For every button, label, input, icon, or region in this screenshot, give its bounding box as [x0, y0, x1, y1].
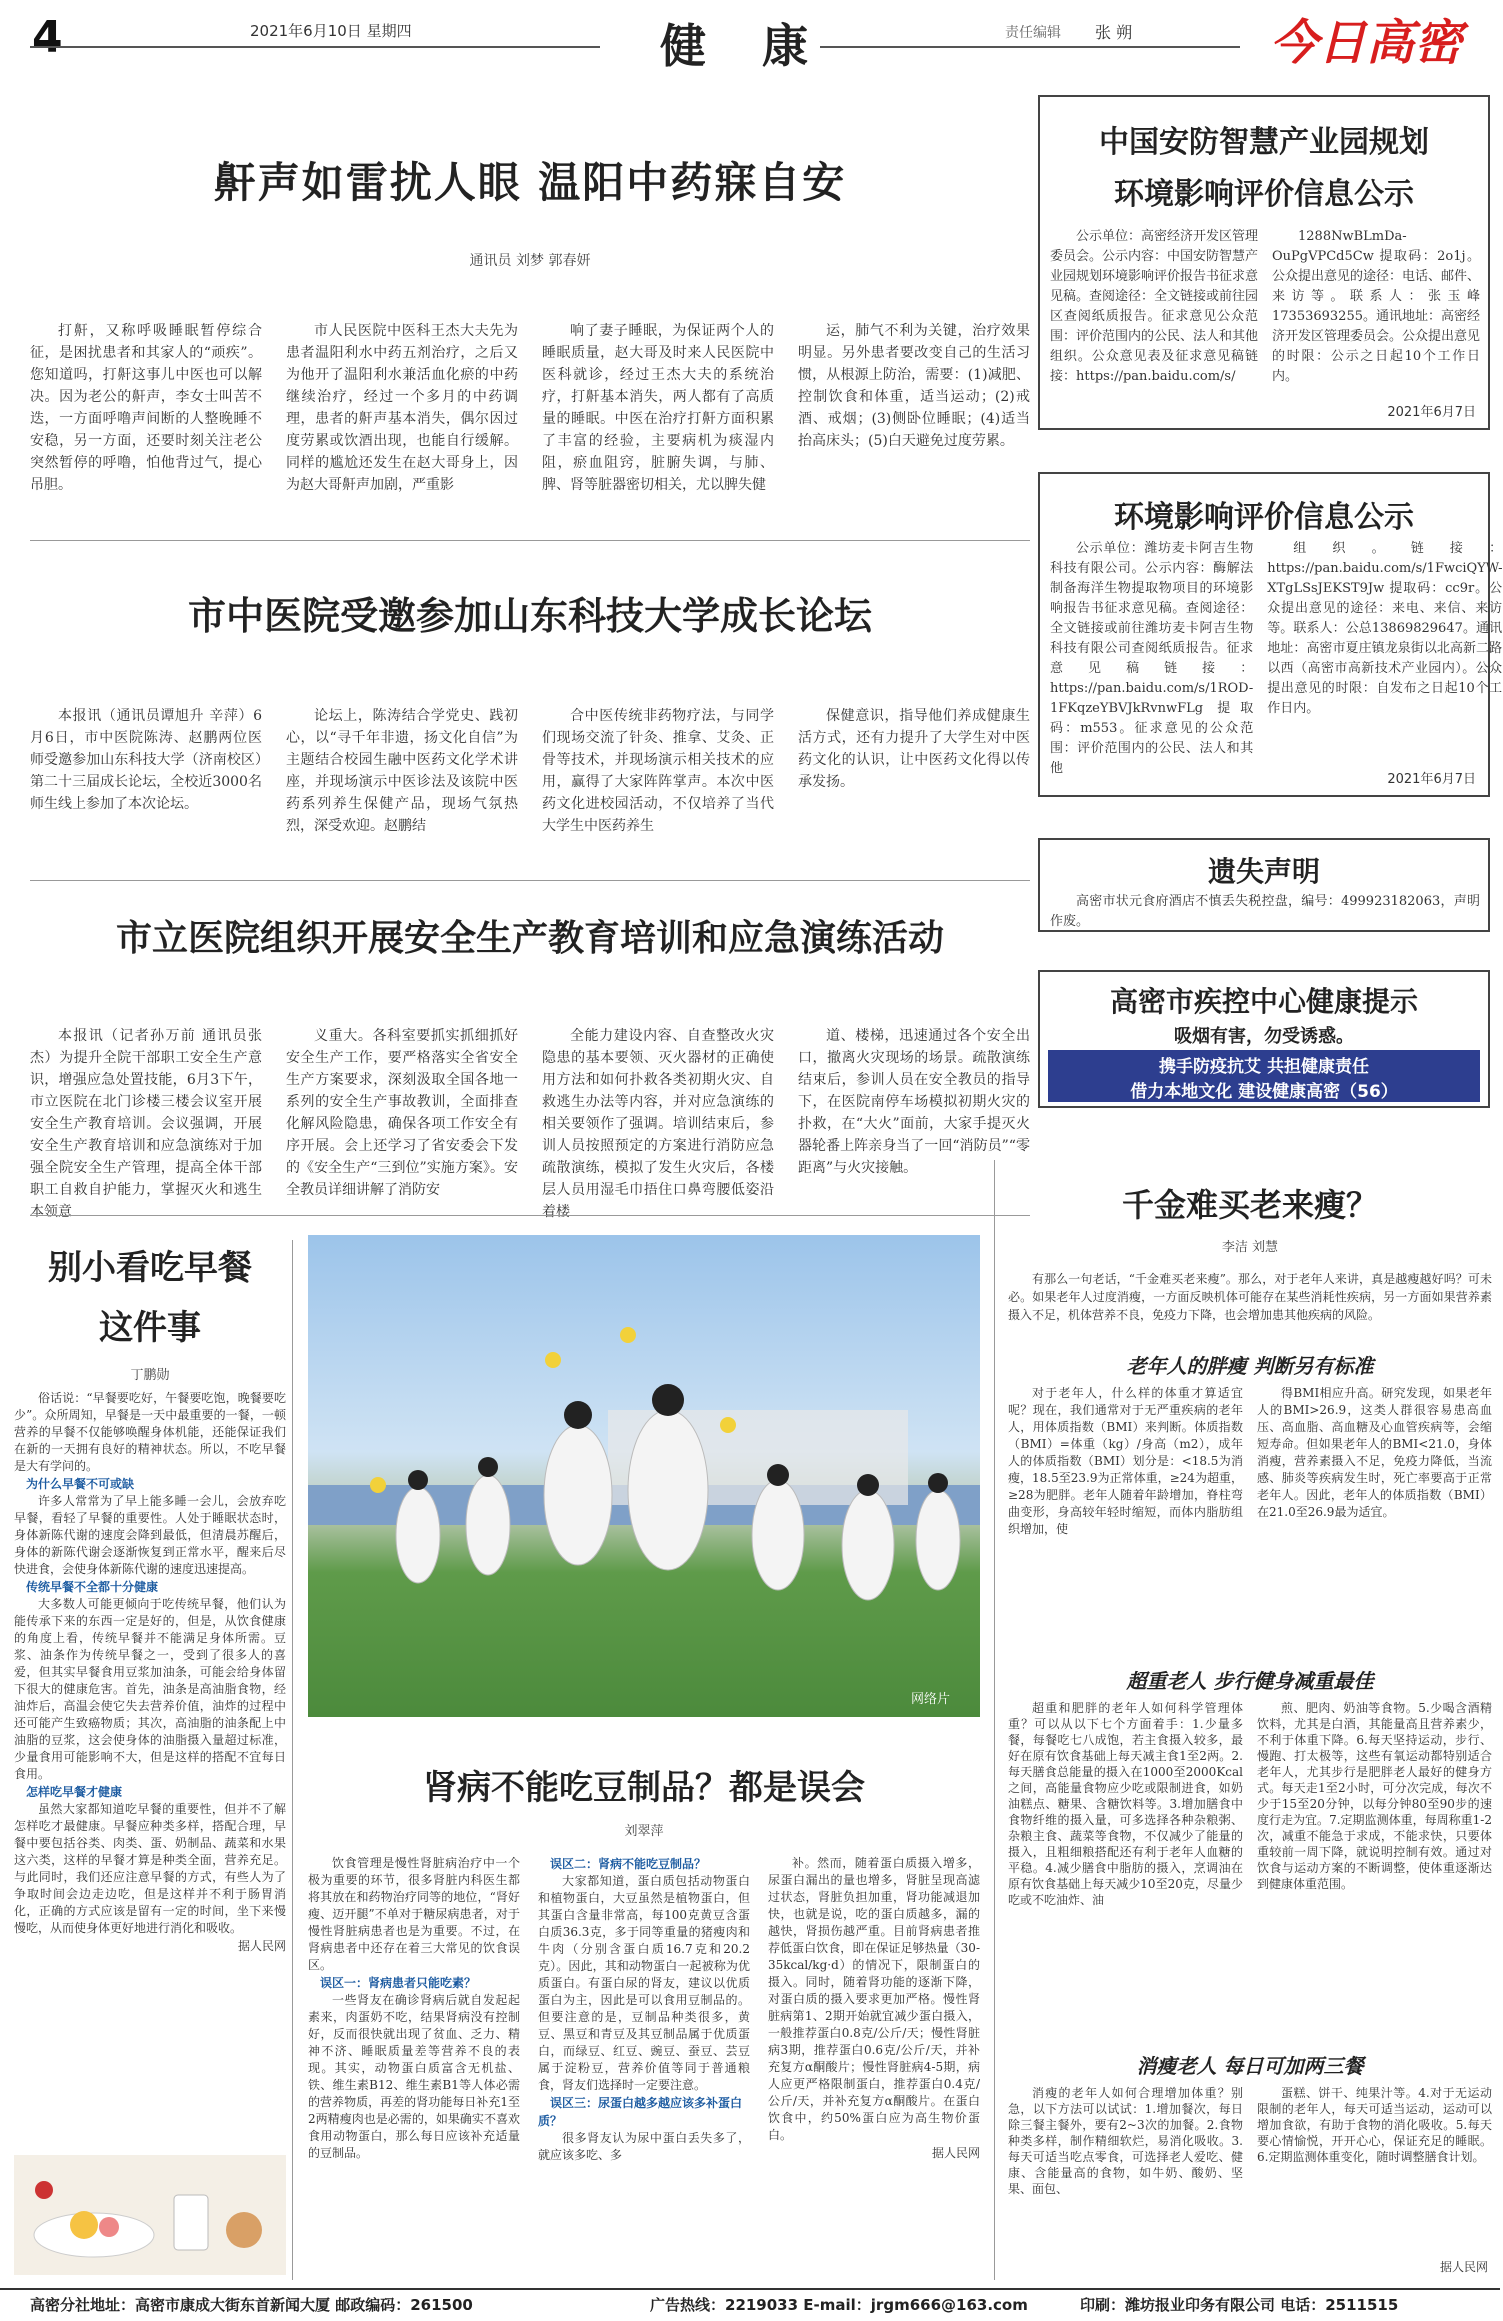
article-paragraph: 得BMI相应升高。研究发现，如果老年人的BMI>26.9，这类人群很容易患高血压、高血脂、高血糖及心血管疾病等，会缩短寿命。但如果老年人的BMI<21.0，身体消瘦，营养素摄入不足，免疫力降低，当流感、肺炎等疾病发生时，死亡率要高于正常老年人。因此，老年人的体质指数（BMI）在21.0至26.9最为适宜。	[1257, 1386, 1492, 1519]
article-author: 李洁 刘慧	[1221, 1240, 1279, 1255]
article-paragraph: 有那么一句老话，“千金难买老来瘦”。那么，对于老年人来讲，真是越瘦越好吗？可未必。如果老年人过度消瘦，一方面反映机体可能存在某些消耗性疾病，另一方面如果营养素摄入不足，机体营养不良，免疫力下降，也会增加患其他疾病的风险。	[1008, 1272, 1492, 1322]
article-paragraph: 对于老年人，什么样的体重才算适宜呢？现在，我们通常对于无严重疾病的老年人，用体质指数（BMI）来判断。体质指数（BMI）=体重（kg）/身高（m2），成年人的体质指数（BMI）划分是：<18.5为消瘦，18.5至23.9为正常体重，≥24为超重，≥28为肥胖。老年人随着年龄增加，脊柱弯曲变形，身高较年轻时缩短，而体内脂肪组织增加，使	[1008, 1386, 1243, 1536]
article-column: 全能力建设内容、自查整改火灾隐患的基本要领、灭火器材的正确使用方法和如何扑救各类初期火灾、自救逃生办法等内容，并对应急演练的相关要领作了强调。培训结束后，参训人员按照预定的方案进行消防应急疏散演练，模拟了发生火灾后，各楼层人员用湿毛巾捂住口鼻弯腰低姿沿着楼	[542, 1028, 774, 1220]
article-title: 这件事	[99, 1308, 201, 1348]
article-column: 运，肺气不利为关键，治疗效果明显。另外患者要改变自己的生活习惯，从根源上防治，需要：(1)减肥、控制饮食和体重，适当运动；(2)戒酒、戒烟；(3)侧卧位睡眠；(4)适当抬高床头；(5)白天避免过度劳累。	[798, 323, 1030, 449]
article-title: 市立医院组织开展安全生产教育培训和应急演练活动	[115, 918, 944, 959]
article-paragraph: 煎、肥肉、奶油等食物。5.少喝含酒精饮料，尤其是白酒，其能量高且营养素少，不利于体重下降。6.每天坚持运动，步行、慢跑、打太极等，这些有氧运动都特别适合老年人，尤其步行是肥胖老人最好的健身方式。每天走1至2小时，可分次完成，每次不少于15至20分钟，以每分钟80至90步的速度行走为宜。7.定期监测体重，每周称重1-2次，减重不能急于求成，不能求快，只要体重较前一周下降，就说明控制有效。通过对饮食与运动方案的不断调整，使体重逐渐达到健康体重范围。	[1257, 1701, 1492, 1891]
photo-caption: 网络片	[910, 1692, 950, 1707]
article-subhead: 误区二：肾病不能吃豆制品？	[550, 1857, 707, 1871]
article-snoring	[30, 90, 1030, 510]
article-column: 论坛上，陈涛结合学党史、践初心，以“寻千年非遗，扬文化自信”为主题结合校园生融中医药文化学术讲座，并现场演示中医诊法及该院中医药系列养生保健产品，现场气氛热烈，深受欢迎。赵鹏结	[286, 708, 518, 834]
footer-contact: 广告热线：2219033 E-mail：jrgm666@163.com	[650, 2296, 1028, 2314]
article-paragraph: 虽然大家都知道吃早餐的重要性，但并不了解怎样吃才最健康。早餐应种类多样，搭配合理，早餐中要包括谷类、肉类、蛋、奶制品、蔬菜和水果这六类，这样的早餐才算是种类全面，营养充足。与此同时，我们还应注意早餐的方式，有些人为了争取时间会边走边吃，但是这样并不利于肠胃消化，正确的方式应该是留有一定的时间，坐下来慢慢吃，从而使身体更好地进行消化和吸收。	[14, 1802, 286, 1935]
editor-label: 责任编辑	[1005, 25, 1061, 41]
cdc-health-tip	[1038, 970, 1490, 1108]
article-paragraph: 大多数人可能更倾向于吃传统早餐，他们认为能传承下来的东西一定是好的，但是，从饮食健康的角度上看，传统早餐并不能满足身体所需。豆浆、油条作为传统早餐之一，受到了很多人的喜爱，但其实早餐食用豆浆加油条，可能会给身体留下很大的健康危害。首先，油条是高油脂食物，经油炸后，高温会使它失去营养价值，油炸的过程中还可能产生致癌物质；其次，高油脂的油条配上中油脂的豆浆，这会使身体的油脂摄入量超过标准，少量食用可能影响不大，但是这样的搭配不宜每日食用。	[14, 1597, 286, 1781]
breakfast-food-icon	[14, 2155, 286, 2275]
article-column: 道、楼梯，迅速通过各个安全出口，撤离火灾现场的场景。疏散演练结束后，参训人员在安全教员的指导下，在医院南停车场模拟初期火灾的扑救，在“大火”面前，大家手提灭火器轮番上阵亲身当了一回“消防员”“零距离”与火灾接触。	[798, 1028, 1030, 1176]
article-column: 本报讯（记者孙万前 通讯员张杰）为提升全院干部职工安全生产意识，增强应急处置技能，6月3下午，市立医院在北门诊楼三楼会议室开展安全生产教育培训。会议强调，开展安全生产教育培训和应急演练对于加强全院安全生产管理，提高全体干部职工自救自护能力，掌握灭火和逃生本领意	[30, 1028, 262, 1220]
article-breakfast	[14, 1240, 286, 2240]
article-paragraph: 俗话说：“早餐要吃好，午餐要吃饱，晚餐要吃少”。众所周知，早餐是一天中最重要的一餐，一顿营养的早餐不仅能够唤醒身体机能，还能保证我们在新的一天拥有良好的精神状态。所以，不吃早餐是大有学问的。	[14, 1391, 286, 1473]
page-footer	[0, 2292, 1500, 2318]
article-column: 打鼾，又称呼吸睡眠暂停综合征，是困扰患者和其家人的“顽疾”。您知道吗，打鼾这事儿中医也可以解决。因为老公的鼾声，李女士叫苦不迭，一方面呼噜声间断的人整晚睡不安稳，另一方面，还要时刻关注老公突然暂停的呼噜，怕他背过气，提心吊胆。	[30, 323, 262, 493]
notice-text: 公示单位：高密经济开发区管理委员会。公示内容：中国安防智慧产业园规划环境影响评价报告书征求意见稿。查阅途径：全文链接或前往园区查阅纸质报告。征求意见公众范围：评价范围内的公民、法人和其他组织。公众意见表及征求意见稿链接：https://pan.baidu.com/s/	[1050, 229, 1259, 384]
article-author: 刘翠萍	[624, 1824, 664, 1839]
article-source: 据人民网	[931, 2146, 980, 2160]
article-subhead: 误区三：尿蛋白越多越应该多补蛋白质？	[538, 2096, 743, 2128]
footer-printer: 印刷：潍坊报业印务有限公司 电话：2511515	[1080, 2296, 1399, 2314]
notice-eia-biotech	[1038, 472, 1503, 797]
article-paragraph: 补。然而，随着蛋白质摄入增多，尿蛋白漏出的量也增多，肾脏呈现高滤过状态，肾脏负担加重，肾功能减退加快，也就是说，吃的蛋白质越多，漏的越快，肾损伤越严重。目前肾病患者推荐低蛋白饮食，即在保证足够热量（30-35kcal/kg·d）的情况下，限制蛋白的摄入。同时，随着肾功能的逐渐下降，对蛋白质的摄入要求更加严格。慢性肾脏病第1、2期开始就宜减少蛋白摄入，一般推荐蛋白0.8克/公斤/天；慢性肾脏病3期，推荐蛋白0.6克/公斤/天，并补充复方α酮酸片；慢性肾脏病4-5期，病人应更严格限制蛋白，推荐蛋白0.4克/公斤/天，并补充复方α酮酸片。在蛋白饮食中，约50%蛋白应为高生物价蛋白。	[768, 1856, 980, 2142]
article-subhead: 老年人的胖瘦 判断另有标准	[1126, 1354, 1374, 1378]
article-paragraph: 许多人常常为了早上能多睡一会儿，会放弃吃早餐，看轻了早餐的重要性。人处于睡眠状态时，身体新陈代谢的速度会降到最低，但清晨苏醒后，身体的新陈代谢会逐渐恢复到正常水平，醒来后尽快进食，会使身体新陈代谢的速度迅速提高。	[14, 1494, 286, 1576]
footer-address: 高密分社地址：高密市康成大街东首新闻大厦 邮政编码：261500	[30, 2296, 473, 2314]
cdc-banner-line: 借力本地文化 建设健康高密（56）	[1130, 1082, 1398, 1102]
article-author: 丁鹏勋	[130, 1368, 170, 1383]
article-forum	[30, 560, 1030, 860]
notice-lost	[1038, 838, 1490, 932]
masthead-logo: 今日高密	[1270, 15, 1463, 71]
notice-title: 遗失声明	[1207, 855, 1320, 888]
notice-text: 1288NwBLmDa-OuPgVPCd5Cw 提取码：2o1j。公众提出意见的途径：电话、邮件、来访等。联系人：张玉峰17353693255。通讯地址：高密经济开发区管理委员会。公众提出意见的时限：公示之日起10个工作日内。	[1272, 229, 1481, 384]
article-source: 据人民网	[1439, 2260, 1488, 2274]
issue-date: 2021年6月10日 星期四	[250, 22, 412, 40]
notice-text: 高密市状元食府酒店不慎丢失税控盘，编号：499923182063，声明作废。	[1050, 894, 1480, 929]
section-name: 健 康	[660, 19, 829, 73]
cdc-title: 高密市疾控中心健康提示	[1109, 985, 1418, 1018]
article-subhead: 超重老人 步行健身减重最佳	[1126, 1669, 1374, 1693]
notice-text: 组织。链接：https://pan.baidu.com/s/1FwciQYW-XTgLSsJEKST9Jw 提取码：cc9r。公众提出意见的途径：来电、来信、来访等。联系人：公总13869829647。通讯地址：高密市夏庄镇龙泉街以北高新二路以西（高密市高新技术产业园内）。公众提出意见的时限：自发布之日起10个工作日内。	[1267, 541, 1503, 716]
article-title: 别小看吃早餐	[48, 1248, 252, 1288]
article-paragraph: 很多肾友认为尿中蛋白丢失多了，就应该多吃、多	[538, 2131, 750, 2162]
article-paragraph: 饮食管理是慢性肾脏病治疗中一个极为重要的环节，很多肾脏内科医生都将其放在和药物治疗同等的地位，“肾好瘦、迈开腿”不单对于糖尿病患者，对于慢性肾脏病患者也是为重要。不过，在肾病患者中还存在着三大常见的饮食误区。	[308, 1856, 520, 1972]
article-column: 响了妻子睡眠，为保证两个人的睡眠质量，赵大哥及时来人民医院中医科就诊，经过王杰大夫的系统治疗，打鼾基本消失，两人都有了高质量的睡眠。中医在治疗打鼾方面积累了丰富的经验，主要病机为痰湿内阻，瘀血阻窍，脏腑失调，与肺、脾、肾等脏器密切相关，尤以脾失健	[542, 323, 774, 493]
article-safety	[30, 895, 1030, 1220]
notice-title: 中国安防智慧产业园规划	[1099, 125, 1429, 160]
article-title: 市中医院受邀参加山东科技大学成长论坛	[187, 594, 872, 638]
article-column: 市人民医院中医科王杰大夫先为患者温阳利水中药五剂治疗，之后又为他开了温阳利水兼活血化瘀的中药继续治疗，经过一个多月的中药调理，患者的鼾声基本消失，偶尔因过度劳累或饮酒出现，也能自行缓解。同样的尴尬还发生在赵大哥身上，因为赵大哥鼾声加剧，严重影	[286, 323, 518, 493]
notice-date: 2021年6月7日	[1387, 772, 1476, 787]
article-subhead: 怎样吃早餐才健康	[26, 1785, 123, 1799]
article-paragraph: 蛋糕、饼干、纯果汁等。4.对于无运动限制的老年人，每天可适当运动，运动可以增加食欲，有助于食物的消化吸收。5.每天要心情愉悦，开开心心，保证充足的睡眠。6.定期监测体重变化，随时调整膳食计划。	[1257, 2086, 1492, 2164]
photo-figures	[308, 1235, 980, 1717]
notice-eia-security-park	[1038, 95, 1490, 430]
article-title: 千金难买老来瘦？	[1121, 1186, 1378, 1224]
breakfast-illustration	[14, 2155, 286, 2275]
notice-title: 环境影响评价信息公示	[1114, 500, 1414, 535]
article-paragraph: 超重和肥胖的老年人如何科学管理体重？可以从以下七个方面着手：1.少量多餐，每餐吃七八成饱，若主食摄入较多，最好在原有饮食基础上每天减主食1至2两。2.每天膳食总能量的摄入在1000至2000Kcal之间，高能量食物应少吃或限制进食，如奶油糕点、糖果、含糖饮料等。3.增加膳食中食物纤维的摄入量，可多选择各种杂粮粥、杂粮主食、蔬菜等食物，不仅减少了能量的摄入，且粗细粮搭配还有利于老年人血糖的平稳。4.减少膳食中脂肪的摄入，烹调油在原有饮食基础上每天减少10至20克，尽量少吃或不吃油炸、油	[1008, 1701, 1243, 1907]
article-column: 本报讯（通讯员谭旭升 辛萍）6月6日，市中医院陈涛、赵鹏两位医师受邀参加山东科技大学（济南校区）第二十三届成长论坛，全校近3000名师生线上参加了本次论坛。	[30, 708, 262, 812]
article-subhead: 误区一：肾病患者只能吃素？	[320, 1976, 477, 1990]
article-subhead: 消瘦老人 每日可加两三餐	[1136, 2054, 1364, 2078]
article-subhead: 为什么早餐不可或缺	[26, 1477, 135, 1491]
page-header	[0, 0, 1500, 80]
article-paragraph: 消瘦的老年人如何合理增加体重？别急，以下方法可以试试：1.增加餐次，每日除三餐主餐外，要有2~3次的加餐。2.食物种类多样，制作精细软烂，易消化吸收。3.每天可适当吃点零食，可选择老人爱吃、健康、含能量高的食物，如牛奶、酸奶、坚果、面包、	[1008, 2086, 1243, 2196]
article-kidney	[308, 1760, 980, 2280]
notice-title: 环境影响评价信息公示	[1114, 177, 1414, 212]
cdc-banner-line: 携手防疫抗艾 共担健康责任	[1159, 1057, 1369, 1077]
taichi-photo	[308, 1235, 980, 1717]
article-column: 保健意识，指导他们养成健康生活方式，还有力提升了大学生对中医药文化的认识，让中医药文化得以传承发扬。	[798, 708, 1030, 790]
article-column: 义重大。各科室要抓实抓细抓好安全生产工作，要严格落实全省安全生产方案要求，深刻汲取全国各地一系列的安全生产事故教训，全面排查化解风险隐患，确保各项工作安全有序开展。会上还学习了省安委会下发的《安全生产“三到位”实施方案》。安全教员详细讲解了消防安	[286, 1028, 518, 1198]
article-paragraph: 大家都知道，蛋白质包括动物蛋白和植物蛋白，大豆虽然是植物蛋白，但其蛋白含量非常高，每100克黄豆含蛋白质36.3克，多于同等重量的猪瘦肉和牛肉（分别含蛋白质16.7克和20.2克）。因此，其和动物蛋白一起被称为优质蛋白。有蛋白尿的肾友，建议以优质蛋白为主，因此是可以食用豆制品的。但要注意的是，豆制品种类很多，黄豆、黑豆和青豆及其豆制品属于优质蛋白，而绿豆、红豆、豌豆、蚕豆、芸豆属于淀粉豆，营养价值等同于普通粮食，肾友们选择时一定要注意。	[538, 1874, 750, 2092]
page-number: 4	[32, 12, 63, 63]
editor-name: 张 朔	[1095, 23, 1133, 42]
article-old-age-weight	[1008, 1170, 1492, 2280]
article-title: 肾病不能吃豆制品？都是误会	[423, 1768, 865, 1808]
article-column: 合中医传统非药物疗法，与同学们现场交流了针灸、推拿、艾灸、正骨等技术，并现场演示相关技术的应用，赢得了大家阵阵掌声。本次中医药文化进校园活动，不仅培养了当代大学生中医药养生	[542, 708, 774, 834]
cdc-banner	[1048, 1050, 1480, 1102]
article-paragraph: 一些肾友在确诊肾病后就自发起起素来，肉蛋奶不吃，结果肾病没有控制好，反而很快就出现了贫血、乏力、精神不济、睡眠质量差等营养不良的表现。其实，动物蛋白质富含无机盐、铁、维生素B12、维生素B1等人体必需的营养物质，再差的肾功能每日补充1至2两精瘦肉也是必需的，如果确实不喜欢食用动物蛋白，那么每日应该补充适量的豆制品。	[308, 1993, 520, 2160]
cdc-slogan: 吸烟有害，勿受诱惑。	[1174, 1026, 1354, 1047]
notice-date: 2021年6月7日	[1387, 405, 1476, 420]
article-subhead: 传统早餐不全都十分健康	[26, 1580, 159, 1594]
article-title: 鼾声如雷扰人眼 温阳中药寐自安	[213, 158, 847, 207]
article-source: 据人民网	[237, 1939, 286, 1953]
article-byline: 通讯员 刘梦 郭春妍	[469, 253, 591, 269]
notice-text: 公示单位：潍坊麦卡阿吉生物科技有限公司。公示内容：酶解法制备海洋生物提取物项目的环境影响报告书征求意见稿。查阅途径：全文链接或前往潍坊麦卡阿吉生物科技有限公司查阅纸质报告。征求意见稿链接：https://pan.baidu.com/s/1ROD-1FKqzeYBVJkRvnwFLg 提取码：m553。征求意见的公众范围：评价范围内的公民、法人和其他	[1050, 541, 1254, 776]
